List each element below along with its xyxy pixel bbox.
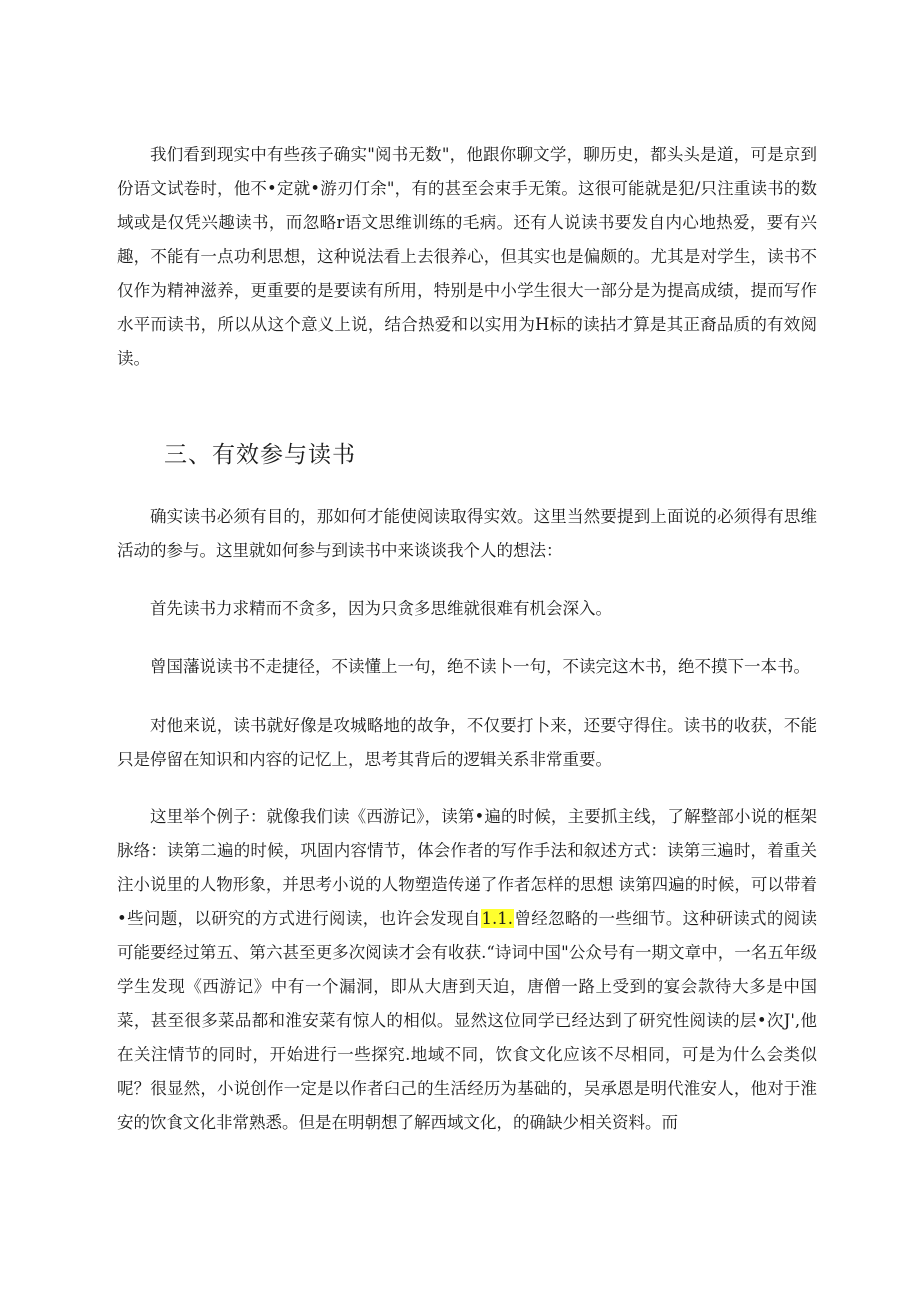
example-text-after: 曾经忽略的一些细节。这种研读式的阅读可能要经过第五、第六甚至更多次阅读才会有收获.“诗词中国"公众号有一期文章中，一名五年级学生发现《西游记》中有一个漏洞，即从大唐到天迫，唐僧一路上受到的宴会款待大多是中国菜，甚至很多菜品都和淮安菜有惊人的相似。显然这位同学已经达到了研究性阅读的层•次J',他在关注情节的同时，开始进行一些探究.地域不同，饮食文化应该不尽相同，可是为什么会类似呢？很显然，小说创作一定是以作者臼己的生活经历为基础的，吴承恩是明代淮安人，他对于淮安的饮食文化非常熟悉。但是在明朝想了解西域文化，的确缺少相关资料。而 — [117, 909, 818, 1132]
highlighted-text: 1.1. — [481, 909, 514, 928]
paragraph-journey-west-example — [117, 800, 817, 1140]
paragraph-first-point: 首先读书力求精而不贪多，因为只贪多思维就很难有机会深入。 — [150, 599, 612, 618]
example-text-before: 这里举个例子：就像我们读《西游记》，读第•遍的时候，主要抓主线，了解整部小说的框架脉络：读第二遍的时候，巩固内容情节，体会作者的写作手法和叙述方式：读第三遍时，着重关注小说里的人物形象，并思考小说的人物塑造传递了作者怎样的思想 读第四遍的时候，可以带着•些问题，以研究的方式进行阅读，也许会发现自 — [117, 807, 817, 928]
paragraph-purpose: 确实读书必须有目的，那如何才能使阅读取得实效。这里当然要提到上面说的必须得有思维活动的参与。这里就如何参与到读书中来谈谈我个人的想法： — [117, 507, 817, 560]
paragraph-conquest: 对他来说，读书就好像是攻城略地的故争，不仅要打卜来，还要守得住。读书的收获，不能只是停留在知识和内容的记忆上，思考其背后的逻辑关系非常重要。 — [117, 716, 817, 769]
paragraph-reading-count: 我们看到现实中有些孩子确实"阅书无数"，他跟你聊文学，聊历史，都头头是道，可是京到份语文试卷时，他不•定就•游刃仃余"，有的甚至会束手无策。这很可能就是犯/只注重读书的数域或是仅凭兴趣读书，而忽略r语文思维训练的毛病。还有人说读书要发自内心地热爱，要有兴趣，不能有一点功利思想，这种说法看上去很养心，但其实也是偏颇的。尤其是对学生，读书不仅作为精神滋养，更重要的是要读有所用，特别是中小学生很大一部分是为提高成绩，提而写作水平而读书，所以从这个意义上说，结合热爱和以实用为H标的读拈才算是其正裔品质的有效阅读。 — [117, 145, 817, 368]
section-heading: 三、有效参与读书 — [164, 442, 356, 468]
paragraph-zeng-guofan: 曾国藩说读书不走捷径，不读懂上一句，绝不读卜一句，不读完这木书，绝不摸下一本书。 — [150, 657, 810, 676]
